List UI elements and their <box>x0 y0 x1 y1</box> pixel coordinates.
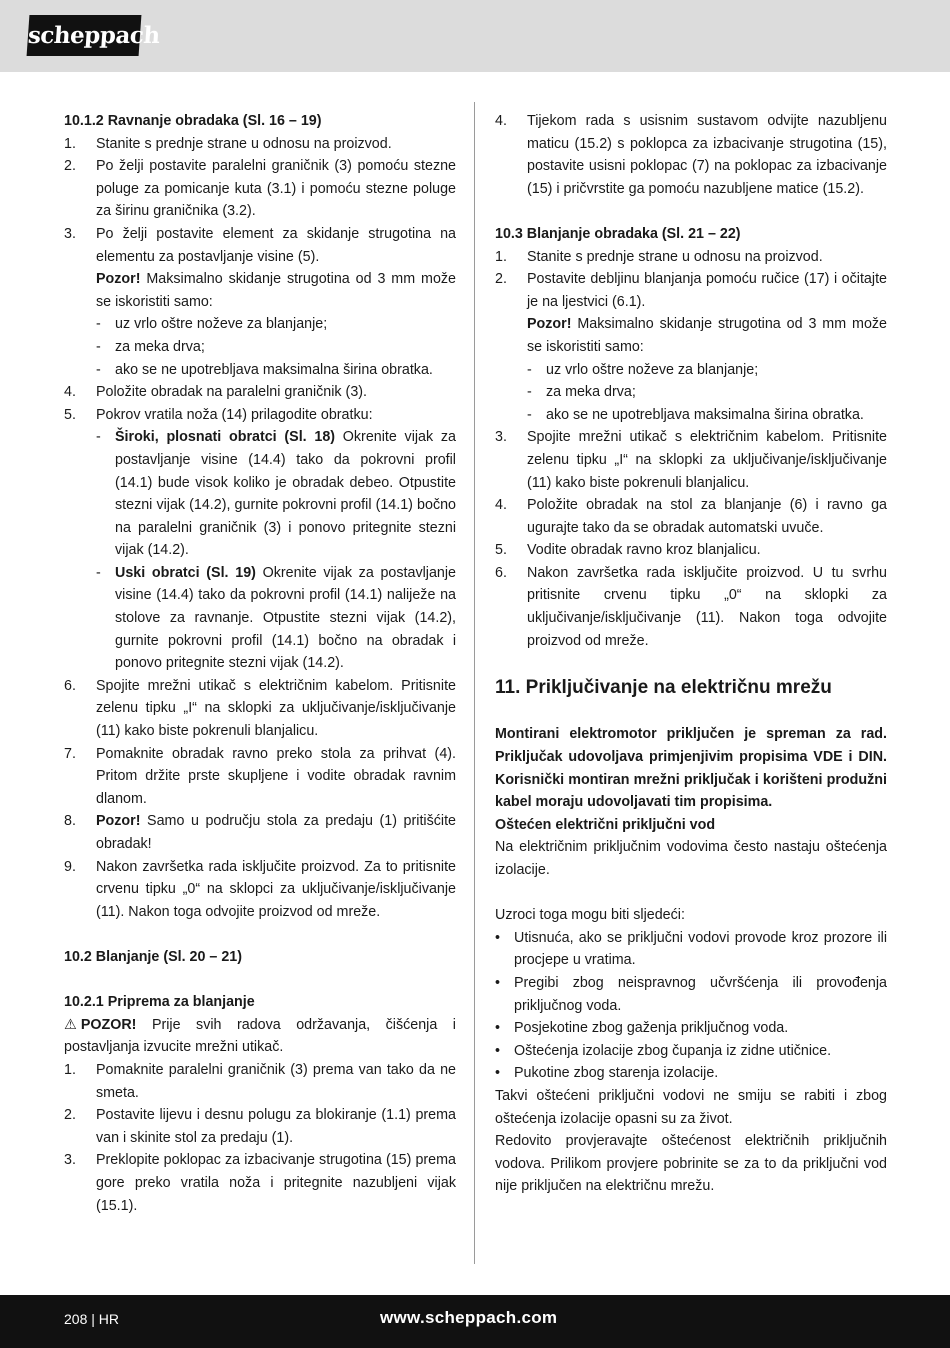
list-item: 7. Pomaknite obradak ravno preko stola za prihvat (4). Pritom držite prste skupljene i vodite obradak ravnim dlanom. <box>64 745 456 807</box>
section-heading-10-1-2: 10.1.2 Ravnanje obradaka (Sl. 16 – 19) <box>64 113 322 129</box>
list-item: 4. Položite obradak na paralelni graničnik (3). <box>64 384 367 401</box>
paragraph: Na električnim priključnim vodovima često nastaju oštećenja izolacije. <box>495 839 887 878</box>
sub-heading-damaged-cable: Oštećen električni priključni vod <box>495 816 716 833</box>
dash-item: - uz vrlo oštre noževe za blanjanje; <box>527 361 759 378</box>
page-number: 208 | HR <box>64 1311 119 1327</box>
column-divider <box>474 102 475 1264</box>
paragraph: Redovito provjeravajte oštećenost električnih priključnih vodova. Prilikom provjere pobrinite se za to da priključni vod nije priključen na električnu mrežu. <box>495 1133 887 1195</box>
brand-logo: scheppach <box>27 15 142 56</box>
list-item: 6. Spojite mrežni utikač s električnim kabelom. Pritisnite zelenu tipku „I“ na sklopki za uključivanje/isključivanje (11) kako biste pokrenuli blanjalicu. <box>64 677 456 740</box>
left-column <box>64 110 456 1217</box>
list-item: 4. Tijekom rada s usisnim sustavom odvijte nazubljenu maticu (15.2) s poklopca za izbacivanje strugotina (15), postavite usisni poklopac (7) na poklopac za izbacivanje (15) i pričvrstite ga pomoću nazubljene matice (15.2). <box>495 113 887 197</box>
list-item: 1. Pomaknite paralelni graničnik (3) prema van tako da ne smeta. <box>64 1061 456 1101</box>
dash-list-s1 <box>64 313 456 381</box>
dash-item: - uz vrlo oštre noževe za blanjanje; <box>96 316 328 333</box>
dash-item: - ako se ne upotrebljava maksimalna širina obratka. <box>527 406 864 423</box>
paragraph: Takvi oštećeni priključni vodovi ne smiju se rabiti i zbog oštećenja izolacije opasni su za život. <box>495 1087 887 1127</box>
bullet-item: • Pregibi zbog neispravnog učvršćenja ili provođenja priključnog voda. <box>495 974 887 1014</box>
bullet-item: • Utisnuća, ako se priključni vodovi provode kroz prozore ili procjepe u vratima. <box>495 929 887 969</box>
dash-item: - za meka drva; <box>527 384 636 401</box>
bullet-item: • Pukotine zbog starenja izolacije. <box>495 1065 719 1082</box>
list-item: 2. Postavite lijevu i desnu polugu za blokiranje (1.1) prema van i skinite stol za predaju (1). <box>64 1107 456 1146</box>
warning-triangle-icon: ⚠ <box>64 1016 77 1033</box>
page-header <box>0 0 950 72</box>
list-item: 6. Nakon završetka rada isključite proizvod. U tu svrhu pritisnite crvenu tipku „0“ na sklopki za uključivanje/isključivanje (11). Nakon toga odvojite proizvod od mreže. <box>495 564 887 649</box>
sub-item-wide-workpieces: - Široki, plosnati obratci (Sl. 18) Okrenite vijak za postavljanje visine (14.4) tako da pokrovni profil (14.1) bude visok koliko je obradak debeo. Otpustite stezni vijak (14.2), gurnite pokrovni profil (14.1) bočno na paralelni graničnik (3) i ponovo pritegnite stezni vijak (14.2). <box>96 429 456 559</box>
list-item: 8. Pozor! Samo u području stola za predaju (1) pritišćite obradak! <box>64 813 456 852</box>
dash-item: - ako se ne upotrebljava maksimalna širina obratka. <box>96 361 433 378</box>
section-heading-10-3: 10.3 Blanjanje obradaka (Sl. 21 – 22) <box>495 225 741 242</box>
dash-item: - za meka drva; <box>96 338 205 355</box>
list-item: 2. Po želji postavite paralelni graničnik (3) pomoću stezne poluge za pomicanje kuta (3.1) i pomoću stezne poluge za širinu graničnika (3.2). <box>64 158 456 220</box>
caution-note: Pozor! Maksimalno skidanje strugotina od 3 mm može se iskoristiti samo: <box>96 271 456 310</box>
page-footer <box>0 1295 950 1348</box>
list-s1-a <box>64 133 456 269</box>
list-item: 5. Vodite obradak ravno kroz blanjalicu. <box>495 542 761 559</box>
list-item: 3. Preklopite poklopac za izbacivanje strugotina (15) prema gore preko vratila noža i pritegnite nazubljeni vijak (15.1). <box>64 1152 456 1214</box>
caution-note: Pozor! Maksimalno skidanje strugotina od 3 mm može se iskoristiti samo: <box>527 316 887 355</box>
website-link[interactable]: www.scheppach.com <box>380 1308 558 1327</box>
warning-note: ⚠ POZOR! Prije svih radova održavanja, čišćenja i postavljanja izvucite mrežni utikač. <box>64 1014 456 1059</box>
list-item: 3. Po želji postavite element za skidanje strugotina na elementu za postavljanje visine (5). <box>64 225 456 265</box>
list-item: 1. Stanite s prednje strane u odnosu na proizvod. <box>495 248 823 265</box>
list-item: 9. Nakon završetka rada isključite proizvod. Za to pritisnite crvenu tipku „0“ na sklopci za uključivanje/isključivanje (11). Nakon toga odvojite proizvod od mreže. <box>64 858 456 920</box>
bullet-item: • Posjekotine zbog gaženja priključnog voda. <box>495 1020 789 1037</box>
connection-bold-paragraph: Montirani elektromotor priključen je spreman za rad. Priključak udovoljava primjenjivim propisima VDE i DIN. Korisnički montiran mrežni priključak i korišteni produžni kabel moraju udovoljavati tim propisima. <box>495 726 887 811</box>
list-item: 5. Pokrov vratila noža (14) prilagodite obratku: <box>64 406 373 423</box>
list-item: 3. Spojite mrežni utikač s električnim kabelom. Pritisnite zelenu tipku „I“ na sklopki za uključivanje/isključivanje (11) kako biste pokrenuli blanjalicu. <box>495 429 887 491</box>
section-heading-10-2: 10.2 Blanjanje (Sl. 20 – 21) <box>64 948 243 965</box>
list-item: 1. Stanite s prednje strane u odnosu na proizvod. <box>64 135 392 152</box>
bullet-list <box>495 927 887 1085</box>
right-column <box>495 110 887 1198</box>
dash-list-r <box>495 359 887 427</box>
paragraph: Uzroci toga mogu biti sljedeći: <box>495 907 685 924</box>
section-heading-10-2-1: 10.2.1 Priprema za blanjanje <box>64 994 255 1011</box>
sub-item-narrow-workpieces: - Uski obratci (Sl. 19) Okrenite vijak za postavljanje visine (14.4) tako da pokrovni profil (14.1) naliježe na stolove za ravnanje. Otpustite stezni vijak (14.2), gurnite pokrovni profil (14.1) bočno na obradak i ponovo pritegnite stezni vijak (14.2). <box>96 564 456 672</box>
section-heading-11: 11. Priključivanje na električnu mrežu <box>495 676 832 698</box>
list-item: 2. Postavite debljinu blanjanja pomoću ručice (17) i očitajte je na ljestvici (6.1). <box>495 271 887 310</box>
list-item: 4. Položite obradak na stol za blanjanje (6) i ravno ga ugurajte tako da se obradak automatski uvuče. <box>495 497 887 536</box>
bullet-item: • Oštećenja izolacije zbog čupanja iz zidne utičnice. <box>495 1042 832 1059</box>
